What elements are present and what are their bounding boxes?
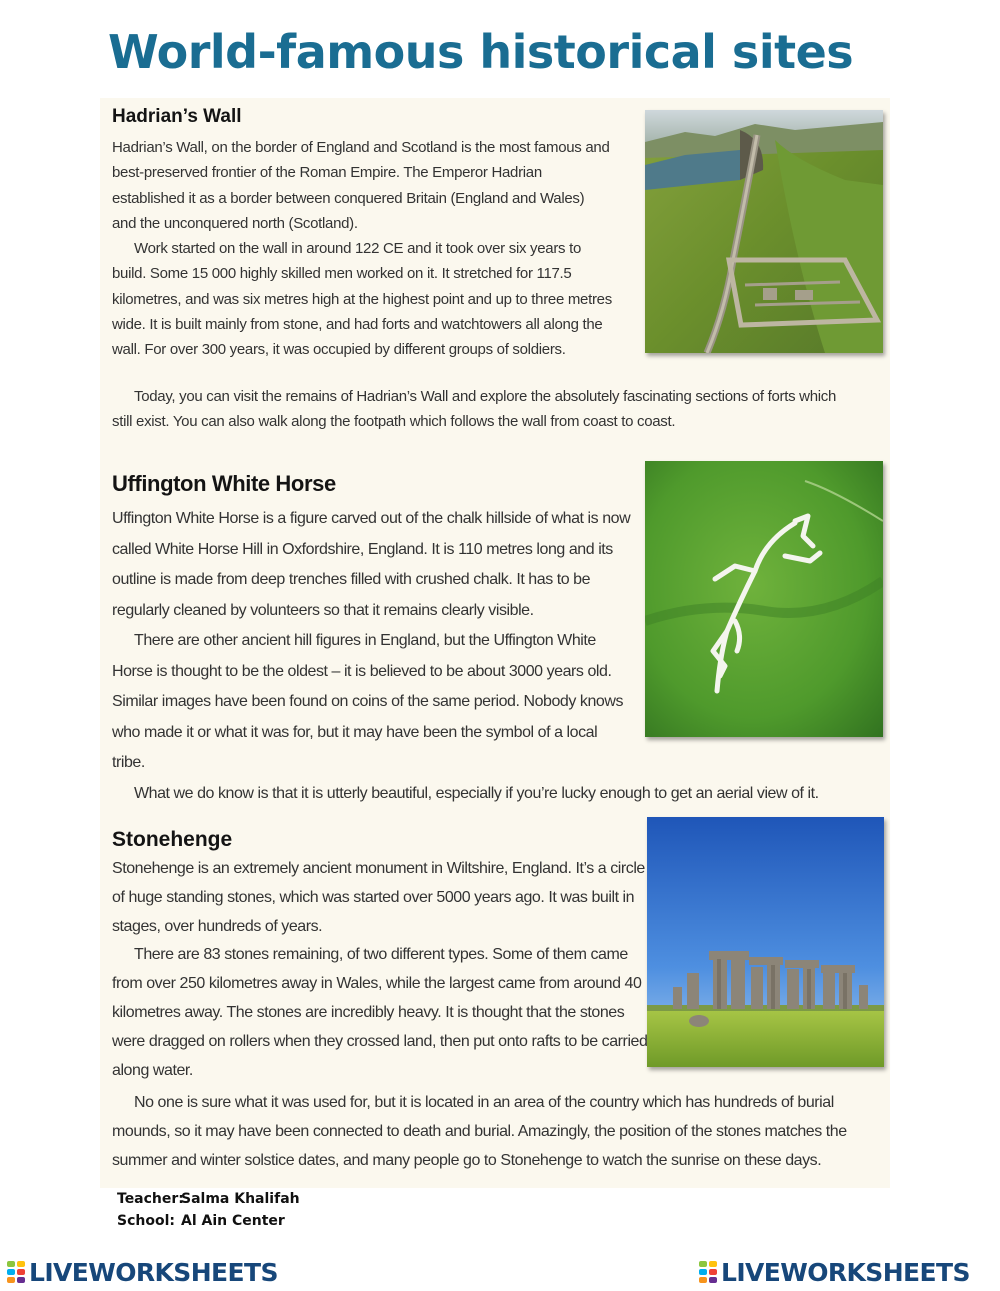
paragraph: Stonehenge is an extremely ancient monument in Wiltshire, England. It’s a circle of huge standing stones, which was started over 5000 years ago. It was built in stages, over hundreds of years. (112, 860, 645, 935)
section-body-uffington-white-horse (112, 504, 632, 779)
uffington-white-horse-photo (645, 461, 883, 737)
section-body-stonehenge-continued (112, 1088, 872, 1175)
hadrians-wall-photo (645, 110, 883, 353)
liveworksheets-logo-text: LIVEWORKSHEETS (29, 1257, 278, 1287)
paragraph: No one is sure what it was used for, but it is located in an area of the country which has hundreds of burial mounds, so it may have been connected to death and burial. Amazingly, the position of the stones matches the summer and winter solstice dates, and many people go to Stonehenge to watch the sunrise on these days. (112, 1094, 847, 1169)
teacher-line (117, 1188, 300, 1210)
paragraph: There are 83 stones remaining, of two different types. Some of them came from over 250 kilometres away in Wales, while the largest came from around 40 kilometres away. The stones are incredibly heavy. It is thought that the stones were dragged on rollers when they crossed land, then put onto rafts to be carried along water. (112, 946, 648, 1079)
paragraph: What we do know is that it is utterly beautiful, especially if you’re lucky enough to get an aerial view of it. (134, 785, 819, 802)
paragraph: Uffington White Horse is a figure carved out of the chalk hillside of what is now called White Horse Hill in Oxfordshire, England. It is 110 metres long and its outline is made from deep trenches filled with crushed chalk. It has to be regularly cleaned by volunteers so that it remains clearly visible. (112, 510, 631, 619)
section-body-hadrians-wall-continued (112, 384, 852, 435)
paragraph: Work started on the wall in around 122 CE and it took over six years to build. Some 15 000 highly skilled men worked on it. It stretched for 117.5 kilometres, and was six metres high at the highest point and up to three metres wide. It is built mainly from stone, and had forts and watchtowers all along the wall. For over 300 years, it was occupied by different groups of soldiers. (112, 240, 612, 359)
section-body-hadrians-wall (112, 135, 612, 363)
liveworksheets-logo-icon (6, 1260, 26, 1284)
school-line (117, 1210, 300, 1232)
liveworksheets-logo-icon (698, 1260, 718, 1284)
page-title: World-famous historical sites (108, 25, 854, 79)
teacher-name: Salma Khalifah (181, 1191, 300, 1207)
section-body-stonehenge (112, 855, 652, 1085)
teacher-label: Teacher: (117, 1191, 184, 1207)
paragraph: Today, you can visit the remains of Hadrian’s Wall and explore the absolutely fascinating sections of forts which still exist. You can also walk along the footpath which follows the wall from coast to coast. (112, 388, 837, 431)
liveworksheets-logo (698, 1256, 970, 1288)
section-heading-uffington-white-horse: Uffington White Horse (112, 471, 336, 496)
stonehenge-photo (647, 817, 884, 1067)
paragraph: Hadrian’s Wall, on the border of England and Scotland is the most famous and best-preserved frontier of the Roman Empire. The Emperor Hadrian established it as a border between conquered Britain (England and Wales) and the unconquered north (Scotland). (112, 139, 610, 232)
section-heading-stonehenge: Stonehenge (112, 828, 233, 851)
liveworksheets-logo (6, 1256, 278, 1288)
school-name: Al Ain Center (181, 1213, 285, 1229)
school-label: School: (117, 1213, 175, 1229)
section-heading-hadrians-wall: Hadrian’s Wall (112, 106, 242, 127)
liveworksheets-logo-text: LIVEWORKSHEETS (721, 1257, 970, 1287)
section-body-uffington-white-horse-continued (112, 779, 852, 809)
paragraph: There are other ancient hill figures in England, but the Uffington White Horse is thought to be the oldest – it is believed to be about 3000 years old. Similar images have been found on coins of the same period. Nobody knows who made it or what it was for, but it may have been the symbol of a local tribe. (112, 632, 624, 771)
credits (117, 1188, 300, 1232)
